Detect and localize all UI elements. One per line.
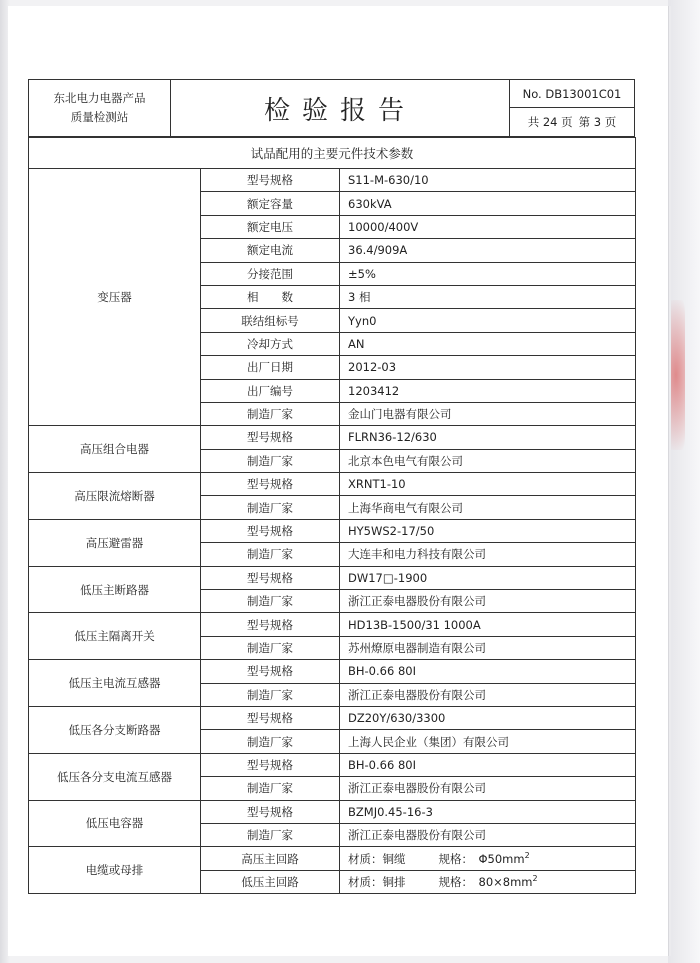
report-header (28, 79, 635, 137)
param-value-cell: Yyn0 (340, 309, 636, 332)
param-name-cell: 额定容量 (201, 192, 340, 215)
param-name-cell: 型号规格 (201, 753, 340, 776)
component-name-cell: 低压电容器 (29, 800, 201, 847)
component-name-cell: 高压避雷器 (29, 519, 201, 566)
param-name-cell: 型号规格 (201, 169, 340, 192)
param-value-cell: 2012-03 (340, 356, 636, 379)
param-value-cell: 浙江正泰电器股份有限公司 (340, 590, 636, 613)
param-value-cell: DW17□-1900 (340, 566, 636, 589)
spec-exponent: 2 (524, 850, 530, 860)
table-row (29, 660, 636, 683)
page-indicator (510, 108, 634, 136)
param-value-cell: AN (340, 332, 636, 355)
component-name-cell: 高压限流熔断器 (29, 473, 201, 520)
cable-spec-cell (340, 847, 636, 870)
param-value-cell: 浙江正泰电器股份有限公司 (340, 683, 636, 706)
param-value-cell: 36.4/909A (340, 239, 636, 262)
component-spec-table (28, 137, 636, 894)
total-pages: 共 24 页 (527, 115, 573, 129)
spec-exponent: 2 (532, 874, 538, 884)
param-name-cell: 冷却方式 (201, 332, 340, 355)
spec-value: Φ50mm (478, 851, 525, 866)
param-name-cell: 制造厂家 (201, 823, 340, 846)
param-name-cell: 型号规格 (201, 473, 340, 496)
component-name-cell: 低压各分支电流互感器 (29, 753, 201, 800)
param-value-cell: XRNT1-10 (340, 473, 636, 496)
component-name-cell: 高压组合电器 (29, 426, 201, 473)
param-name-cell: 制造厂家 (201, 636, 340, 659)
param-value-cell: 大连丰和电力科技有限公司 (340, 543, 636, 566)
param-value-cell: 浙江正泰电器股份有限公司 (340, 777, 636, 800)
param-value-cell: DZ20Y/630/3300 (340, 706, 636, 729)
spec-label: 规格： (438, 874, 473, 889)
param-name-cell: 相 数 (201, 285, 340, 308)
param-name-cell: 型号规格 (201, 613, 340, 636)
param-name-cell: 型号规格 (201, 566, 340, 589)
component-name-cell: 低压主电流互感器 (29, 660, 201, 707)
param-name-cell: 制造厂家 (201, 590, 340, 613)
param-name-cell: 额定电压 (201, 215, 340, 238)
table-caption: 试品配用的主要元件技术参数 (29, 138, 636, 169)
param-value-cell: ±5% (340, 262, 636, 285)
param-name-cell: 联结组标号 (201, 309, 340, 332)
table-row (29, 519, 636, 542)
table-row (29, 613, 636, 636)
table-row (29, 753, 636, 776)
table-row (29, 847, 636, 870)
current-page: 第 3 页 (578, 115, 617, 129)
param-value-cell: HY5WS2-17/50 (340, 519, 636, 542)
param-value-cell: FLRN36-12/630 (340, 426, 636, 449)
param-value-cell: HD13B-1500/31 1000A (340, 613, 636, 636)
table-row (29, 473, 636, 496)
material-value: 铜排 (382, 874, 406, 889)
param-value-cell: 10000/400V (340, 215, 636, 238)
table-row (29, 426, 636, 449)
param-name-cell: 高压主回路 (201, 847, 340, 870)
param-value-cell: 3 相 (340, 285, 636, 308)
param-value-cell: S11-M-630/10 (340, 169, 636, 192)
component-name-cell: 变压器 (29, 169, 201, 426)
param-name-cell: 型号规格 (201, 800, 340, 823)
param-name-cell: 出厂日期 (201, 356, 340, 379)
report-number: No. DB13001C01 (510, 80, 634, 108)
material-label: 材质： (348, 851, 383, 866)
cable-spec-cell (340, 870, 636, 893)
component-name-cell: 电缆或母排 (29, 847, 201, 894)
param-name-cell: 制造厂家 (201, 777, 340, 800)
param-name-cell: 型号规格 (201, 706, 340, 729)
material-label: 材质： (348, 874, 383, 889)
param-value-cell: BH-0.66 80I (340, 753, 636, 776)
component-name-cell: 低压主断路器 (29, 566, 201, 613)
param-name-cell: 制造厂家 (201, 402, 340, 425)
component-name-cell: 低压各分支断路器 (29, 706, 201, 753)
next-page-edge (668, 0, 700, 963)
param-value-cell: BZMJ0.45-16-3 (340, 800, 636, 823)
param-value-cell: 上海人民企业（集团）有限公司 (340, 730, 636, 753)
component-name-cell: 低压主隔离开关 (29, 613, 201, 660)
spec-value: 80×8mm (478, 874, 533, 889)
param-name-cell: 额定电流 (201, 239, 340, 262)
param-value-cell: 苏州燎原电器制造有限公司 (340, 636, 636, 659)
param-name-cell: 制造厂家 (201, 730, 340, 753)
table-row (29, 566, 636, 589)
param-value-cell: 浙江正泰电器股份有限公司 (340, 823, 636, 846)
param-name-cell: 低压主回路 (201, 870, 340, 893)
org-line-1: 东北电力电器产品 (53, 91, 146, 105)
caption-row (29, 138, 636, 169)
material-value: 铜缆 (382, 851, 406, 866)
param-value-cell: 1203412 (340, 379, 636, 402)
param-name-cell: 分接范围 (201, 262, 340, 285)
param-name-cell: 出厂编号 (201, 379, 340, 402)
table-row (29, 169, 636, 192)
param-name-cell: 制造厂家 (201, 496, 340, 519)
report-title: 检验报告 (171, 80, 510, 136)
param-name-cell: 制造厂家 (201, 543, 340, 566)
param-name-cell: 型号规格 (201, 519, 340, 542)
table-row (29, 706, 636, 729)
param-value-cell: BH-0.66 80I (340, 660, 636, 683)
param-value-cell: 上海华商电气有限公司 (340, 496, 636, 519)
param-value-cell: 金山门电器有限公司 (340, 402, 636, 425)
table-row (29, 800, 636, 823)
param-name-cell: 制造厂家 (201, 683, 340, 706)
param-name-cell: 型号规格 (201, 660, 340, 683)
issuing-organization (29, 80, 171, 136)
org-line-2: 质量检测站 (70, 110, 129, 124)
param-value-cell: 北京本色电气有限公司 (340, 449, 636, 472)
param-value-cell: 630kVA (340, 192, 636, 215)
param-name-cell: 型号规格 (201, 426, 340, 449)
param-name-cell: 制造厂家 (201, 449, 340, 472)
spec-label: 规格： (438, 851, 473, 866)
